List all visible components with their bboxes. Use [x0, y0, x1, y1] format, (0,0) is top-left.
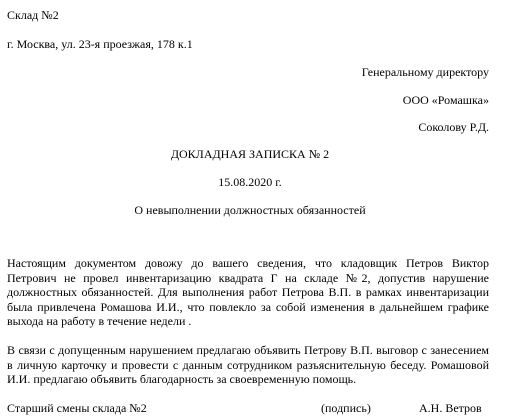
document-title: ДОКЛАДНАЯ ЗАПИСКА № 2: [170, 147, 330, 161]
body-paragraph-2: В связи с допущенным нарушением предлагаю объявить Петрову В.П. выговор с занесением в личную карточку и провести с данным сотрудником разъяснительную беседу. Ромашовой И.И. предлагаю объявить благодарность за своевременную помощь.: [7, 343, 489, 387]
body-paragraph-1: Настоящим документом довожу до вашего сведения, что кладовщик Петров Виктор Петрович не провел инвентаризацию квадрата Г на складе №2, допустив нарушение должностных обязанностей. Для выполнения работ Петрова В.П. в рамках инвентаризации была привлечена Ромашова И.И., что повлекло за собой изменения в дальнейшем графике выхода на работу в течение недели .: [7, 256, 489, 329]
document-date: 15.08.2020 г.: [218, 175, 282, 189]
address-line: г. Москва, ул. 23-я проезжая, 178 к.1: [7, 37, 193, 51]
signature-placeholder: (подпись): [321, 401, 371, 415]
document-subject: О невыполнении должностных обязанностей: [134, 203, 366, 217]
warehouse-label: Склад №2: [7, 8, 59, 22]
signature-name: А.Н. Ветров: [419, 401, 482, 415]
signature-role: Старший смены склада №2: [7, 401, 147, 415]
addressee-position: Генеральному директору: [361, 65, 489, 79]
addressee-company: ООО «Ромашка»: [402, 93, 489, 107]
addressee-name: Соколову Р.Д.: [418, 120, 489, 134]
